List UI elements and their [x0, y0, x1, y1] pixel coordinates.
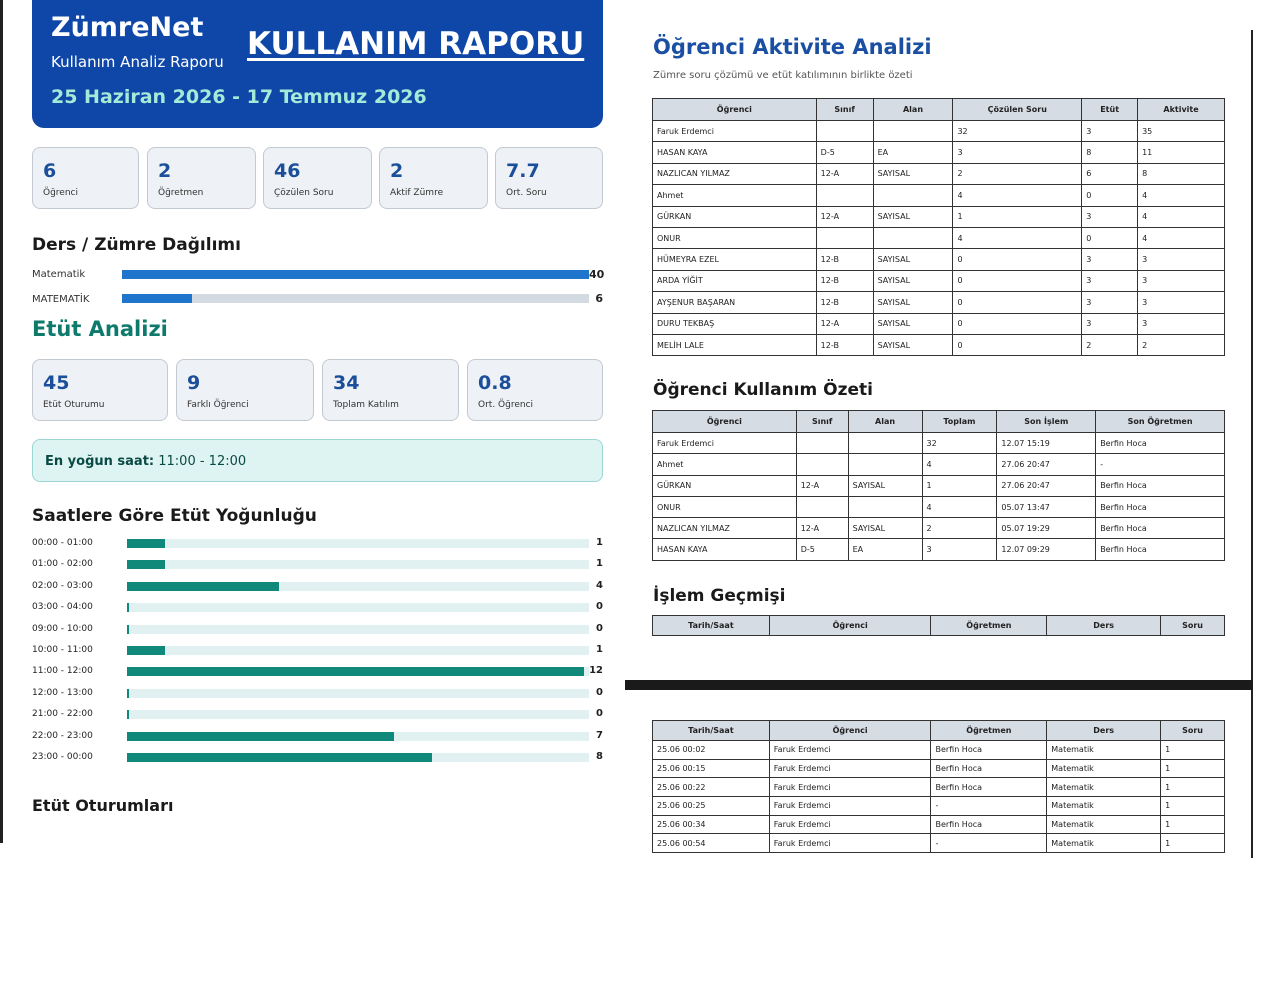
table-row [653, 292, 1225, 313]
table-row [653, 778, 1225, 797]
table-row [653, 334, 1225, 355]
table-row [653, 433, 1225, 454]
distribution-title: Ders / Zümre Dağılımı [32, 235, 241, 255]
table-cell: 2 [1138, 334, 1225, 355]
etut-stat-students [176, 359, 314, 421]
column-header: Son İşlem [997, 411, 1096, 433]
stat-label: Farklı Öğrenci [187, 400, 249, 410]
column-header: Tarih/Saat [653, 721, 770, 741]
table-cell: 11 [1138, 142, 1225, 163]
table-cell: HÜMEYRA EZEL [653, 249, 817, 270]
column-header: Alan [848, 411, 922, 433]
hour-bar-fill [127, 646, 165, 655]
column-header: Aktivite [1138, 99, 1225, 121]
table-cell: Berfin Hoca [931, 815, 1047, 834]
stat-label: Toplam Katılım [333, 400, 399, 410]
dist-bar-fill [122, 294, 192, 303]
column-header: Soru [1161, 721, 1225, 741]
hour-bar-fill [127, 689, 129, 698]
table-cell: 25.06 00:22 [653, 778, 770, 797]
hour-bar-track [127, 539, 589, 548]
stat-card-avg [495, 147, 603, 209]
table-cell: Berfin Hoca [1096, 496, 1225, 517]
table-row [653, 313, 1225, 334]
hour-bar-track [127, 603, 589, 612]
table-cell: NAZLICAN YILMAZ [653, 518, 797, 539]
table-header-row [653, 721, 1225, 741]
table-continuation-line [652, 852, 1225, 853]
table-cell: 8 [1082, 142, 1138, 163]
stat-value: 2 [158, 160, 172, 182]
table-cell: 3 [1138, 313, 1225, 334]
dist-bar-track [122, 294, 589, 303]
hour-label: 10:00 - 11:00 [32, 645, 93, 655]
column-header: Sınıf [796, 411, 848, 433]
table-cell: NAZLICAN YILMAZ [653, 163, 817, 184]
dist-label: Matematik [32, 269, 86, 280]
table-cell: 3 [1082, 206, 1138, 227]
hour-bar-track [127, 689, 589, 698]
column-header: Öğrenci [769, 616, 931, 636]
table-cell: SAYISAL [873, 313, 953, 334]
table-cell: 32 [953, 121, 1082, 142]
table-cell [796, 454, 848, 475]
table-cell: GÜRKAN [653, 475, 797, 496]
column-header: Öğretmen [931, 616, 1047, 636]
table-row [653, 834, 1225, 853]
table-cell [848, 454, 922, 475]
stat-card-solved [263, 147, 372, 209]
usage-table [652, 410, 1225, 561]
table-cell: SAYISAL [873, 270, 953, 291]
column-header: Soru [1161, 616, 1225, 636]
hour-bar-track [127, 646, 589, 655]
table-header-row [653, 616, 1225, 636]
table-cell: 27.06 20:47 [997, 454, 1096, 475]
hour-bar-fill [127, 732, 394, 741]
table-cell: 6 [1082, 163, 1138, 184]
table-cell: 1 [953, 206, 1082, 227]
table-cell: Berfin Hoca [1096, 518, 1225, 539]
table-cell: 25.06 00:02 [653, 741, 770, 760]
table-row [653, 121, 1225, 142]
table-cell: 05.07 13:47 [997, 496, 1096, 517]
left-page-edge [0, 0, 3, 843]
table-cell: 05.07 19:29 [997, 518, 1096, 539]
busiest-label: En yoğun saat: [45, 454, 155, 469]
stat-value: 34 [333, 372, 360, 394]
table-cell: 25.06 00:15 [653, 759, 770, 778]
table-cell: EA [873, 142, 953, 163]
table-cell: 4 [953, 185, 1082, 206]
table-cell: Faruk Erdemci [769, 759, 931, 778]
table-cell: 4 [953, 227, 1082, 248]
stat-label: Çözülen Soru [274, 188, 334, 198]
date-range: 25 Haziran 2026 - 17 Temmuz 2026 [51, 86, 427, 108]
table-cell: Faruk Erdemci [769, 834, 931, 853]
hour-value: 0 [596, 708, 603, 719]
hour-label: 02:00 - 03:00 [32, 581, 93, 591]
table-cell: - [1096, 454, 1225, 475]
table-cell: 12-B [816, 270, 873, 291]
brand-name: ZümreNet [51, 12, 204, 43]
column-header: Toplam [922, 411, 997, 433]
table-cell: 25.06 00:34 [653, 815, 770, 834]
table-row [653, 270, 1225, 291]
table-cell: 25.06 00:54 [653, 834, 770, 853]
stat-value: 46 [274, 160, 301, 182]
stat-value: 2 [390, 160, 404, 182]
hour-bar-fill [127, 539, 165, 548]
table-cell: Berfin Hoca [1096, 433, 1225, 454]
column-header: Öğrenci [653, 411, 797, 433]
table-row [653, 249, 1225, 270]
column-header: Ders [1047, 616, 1161, 636]
stat-value: 45 [43, 372, 70, 394]
report-subtitle: Kullanım Analiz Raporu [51, 53, 224, 71]
column-header: Son Öğretmen [1096, 411, 1225, 433]
etut-title: Etüt Analizi [32, 317, 168, 341]
table-cell: 3 [1082, 292, 1138, 313]
table-cell: 3 [1082, 249, 1138, 270]
hour-value: 0 [596, 623, 603, 634]
table-cell: Matematik [1047, 759, 1161, 778]
table-cell: SAYISAL [873, 334, 953, 355]
table-cell: 4 [1138, 206, 1225, 227]
hour-bar-fill [127, 603, 129, 612]
table-cell: Berfin Hoca [931, 759, 1047, 778]
table-cell: SAYISAL [873, 292, 953, 313]
table-cell: EA [848, 539, 922, 560]
table-cell: SAYISAL [873, 206, 953, 227]
etut-stat-participation [322, 359, 459, 421]
column-header: Etüt [1082, 99, 1138, 121]
table-cell [816, 227, 873, 248]
hour-label: 22:00 - 23:00 [32, 731, 93, 741]
table-cell: 12.07 09:29 [997, 539, 1096, 560]
stat-card-students [32, 147, 139, 209]
table-cell: 1 [1161, 797, 1225, 816]
stat-value: 0.8 [478, 372, 512, 394]
table-cell: D-5 [816, 142, 873, 163]
table-cell [796, 496, 848, 517]
table-cell [816, 185, 873, 206]
report-title: KULLANIM RAPORU [247, 26, 585, 62]
hour-value: 1 [596, 644, 603, 655]
table-row [653, 227, 1225, 248]
hour-bar-track [127, 753, 589, 762]
table-cell: Faruk Erdemci [769, 797, 931, 816]
table-cell: 12-A [816, 313, 873, 334]
table-cell: 0 [953, 292, 1082, 313]
hour-label: 09:00 - 10:00 [32, 624, 93, 634]
column-header: Ders [1047, 721, 1161, 741]
table-cell: 4 [922, 496, 997, 517]
page-break-bar [625, 680, 1253, 690]
table-cell: 3 [1082, 313, 1138, 334]
table-cell: Faruk Erdemci [653, 121, 817, 142]
table-row [653, 185, 1225, 206]
table-cell: 32 [922, 433, 997, 454]
table-cell: 8 [1138, 163, 1225, 184]
table-cell: Faruk Erdemci [769, 778, 931, 797]
table-cell: D-5 [796, 539, 848, 560]
table-cell: ONUR [653, 496, 797, 517]
table-row [653, 475, 1225, 496]
stat-label: Etüt Oturumu [43, 400, 105, 410]
table-cell: 3 [922, 539, 997, 560]
history-table-header [652, 615, 1225, 636]
dist-value: 40 [589, 268, 605, 281]
hour-value: 1 [596, 558, 603, 569]
table-cell: 12.07 15:19 [997, 433, 1096, 454]
table-cell: Berfin Hoca [931, 778, 1047, 797]
hour-value: 12 [589, 665, 603, 676]
table-cell: 3 [1138, 249, 1225, 270]
table-row [653, 797, 1225, 816]
table-cell: 12-A [796, 475, 848, 496]
stat-label: Ort. Soru [506, 188, 547, 198]
column-header: Alan [873, 99, 953, 121]
stat-value: 7.7 [506, 160, 540, 182]
hour-bar-fill [127, 710, 129, 719]
etut-sessions-title: Etüt Oturumları [32, 796, 174, 815]
stat-label: Öğretmen [158, 188, 204, 198]
table-cell: 1 [922, 475, 997, 496]
stat-label: Aktif Zümre [390, 188, 444, 198]
busiest-value: 11:00 - 12:00 [158, 454, 247, 469]
column-header: Çözülen Soru [953, 99, 1082, 121]
column-header: Öğretmen [931, 721, 1047, 741]
table-cell: 3 [1082, 121, 1138, 142]
table-header-row [653, 99, 1225, 121]
table-cell: 4 [1138, 227, 1225, 248]
table-cell: Matematik [1047, 797, 1161, 816]
table-cell: 0 [1082, 227, 1138, 248]
table-cell: 27.06 20:47 [997, 475, 1096, 496]
table-cell: HASAN KAYA [653, 142, 817, 163]
table-cell: AYŞENUR BAŞARAN [653, 292, 817, 313]
table-cell: 0 [953, 313, 1082, 334]
hour-value: 1 [596, 537, 603, 548]
dist-bar-track [122, 270, 589, 279]
stat-card-active-groups [379, 147, 488, 209]
table-row [653, 496, 1225, 517]
etut-stat-sessions [32, 359, 168, 421]
hour-value: 0 [596, 687, 603, 698]
table-row [653, 759, 1225, 778]
stat-value: 9 [187, 372, 201, 394]
table-cell: 12-A [816, 163, 873, 184]
table-cell: SAYISAL [848, 518, 922, 539]
table-cell: Berfin Hoca [1096, 475, 1225, 496]
table-cell [848, 496, 922, 517]
table-row [653, 815, 1225, 834]
column-header: Öğrenci [653, 99, 817, 121]
hour-label: 11:00 - 12:00 [32, 666, 93, 676]
hour-label: 23:00 - 00:00 [32, 752, 93, 762]
table-cell: 1 [1161, 834, 1225, 853]
table-header-row [653, 411, 1225, 433]
table-cell: 4 [922, 454, 997, 475]
table-cell: 3 [1138, 292, 1225, 313]
hourly-title: Saatlere Göre Etüt Yoğunluğu [32, 506, 317, 526]
stat-label: Öğrenci [43, 188, 78, 198]
table-cell [796, 433, 848, 454]
hour-bar-track [127, 732, 589, 741]
table-cell: Faruk Erdemci [769, 815, 931, 834]
right-page-edge [1251, 30, 1253, 858]
stat-value: 6 [43, 160, 57, 182]
table-cell: Ahmet [653, 454, 797, 475]
table-cell: DURU TEKBAŞ [653, 313, 817, 334]
hour-bar-track [127, 667, 589, 676]
table-row [653, 206, 1225, 227]
dist-label: MATEMATİK [32, 294, 90, 305]
history-title: İşlem Geçmişi [653, 586, 786, 606]
table-cell: ARDA YİĞİT [653, 270, 817, 291]
column-header: Sınıf [816, 99, 873, 121]
hour-bar-track [127, 625, 589, 634]
activity-subtitle: Zümre soru çözümü ve etüt katılımının birlikte özeti [653, 70, 913, 81]
table-cell: 0 [953, 249, 1082, 270]
table-cell: 4 [1138, 185, 1225, 206]
table-cell: Berfin Hoca [931, 741, 1047, 760]
table-row [653, 518, 1225, 539]
table-cell: 3 [953, 142, 1082, 163]
table-row [653, 539, 1225, 560]
table-row [653, 741, 1225, 760]
hour-bar-fill [127, 753, 432, 762]
table-cell: 0 [1082, 185, 1138, 206]
table-row [653, 454, 1225, 475]
table-cell: Matematik [1047, 741, 1161, 760]
table-cell [848, 433, 922, 454]
activity-table [652, 98, 1225, 356]
etut-stat-avg [467, 359, 603, 421]
table-cell: 3 [1082, 270, 1138, 291]
column-header: Tarih/Saat [653, 616, 770, 636]
hour-label: 12:00 - 13:00 [32, 688, 93, 698]
usage-title: Öğrenci Kullanım Özeti [653, 380, 873, 400]
table-cell: 2 [1082, 334, 1138, 355]
table-cell: 12-B [816, 334, 873, 355]
stat-card-teachers [147, 147, 256, 209]
table-cell: 0 [953, 270, 1082, 291]
history-table [652, 720, 1225, 853]
column-header: Öğrenci [769, 721, 931, 741]
table-cell: 2 [953, 163, 1082, 184]
table-cell: Matematik [1047, 815, 1161, 834]
table-cell: Faruk Erdemci [653, 433, 797, 454]
hour-value: 0 [596, 601, 603, 612]
table-cell: 0 [953, 334, 1082, 355]
hour-label: 21:00 - 22:00 [32, 709, 93, 719]
table-cell: SAYISAL [873, 249, 953, 270]
table-cell: 12-B [816, 292, 873, 313]
table-cell: Faruk Erdemci [769, 741, 931, 760]
table-cell: Berfin Hoca [1096, 539, 1225, 560]
hour-bar-fill [127, 560, 165, 569]
dist-value: 6 [595, 292, 603, 305]
busiest-hour-box [32, 439, 603, 482]
table-cell: 3 [1138, 270, 1225, 291]
table-cell: 12-B [816, 249, 873, 270]
hour-bar-track [127, 582, 589, 591]
table-cell: HASAN KAYA [653, 539, 797, 560]
table-cell: Matematik [1047, 834, 1161, 853]
hour-bar-fill [127, 625, 129, 634]
activity-title: Öğrenci Aktivite Analizi [653, 35, 932, 59]
table-cell: SAYISAL [848, 475, 922, 496]
hour-value: 7 [596, 730, 603, 741]
hour-bar-fill [127, 582, 279, 591]
table-cell: Ahmet [653, 185, 817, 206]
table-cell: 2 [922, 518, 997, 539]
table-cell: MELİH LALE [653, 334, 817, 355]
table-cell: SAYISAL [873, 163, 953, 184]
table-cell: 1 [1161, 815, 1225, 834]
table-cell: 12-A [796, 518, 848, 539]
hour-bar-track [127, 560, 589, 569]
table-cell: 35 [1138, 121, 1225, 142]
table-cell [873, 227, 953, 248]
table-cell: 25.06 00:25 [653, 797, 770, 816]
table-cell: - [931, 797, 1047, 816]
table-cell: 12-A [816, 206, 873, 227]
stat-label: Ort. Öğrenci [478, 400, 534, 410]
hour-bar-track [127, 710, 589, 719]
table-cell: ONUR [653, 227, 817, 248]
hour-label: 00:00 - 01:00 [32, 538, 93, 548]
table-cell [873, 185, 953, 206]
hour-value: 4 [596, 580, 603, 591]
table-cell: 1 [1161, 759, 1225, 778]
hour-bar-fill [127, 667, 584, 676]
table-cell: 1 [1161, 778, 1225, 797]
report-header [32, 0, 603, 128]
table-cell: 1 [1161, 741, 1225, 760]
table-cell: Matematik [1047, 778, 1161, 797]
dist-bar-fill [122, 270, 589, 279]
table-cell [816, 121, 873, 142]
table-cell: - [931, 834, 1047, 853]
table-row [653, 163, 1225, 184]
hour-label: 01:00 - 02:00 [32, 559, 93, 569]
hour-value: 8 [596, 751, 603, 762]
table-cell [873, 121, 953, 142]
table-row [653, 142, 1225, 163]
hour-label: 03:00 - 04:00 [32, 602, 93, 612]
table-cell: GÜRKAN [653, 206, 817, 227]
